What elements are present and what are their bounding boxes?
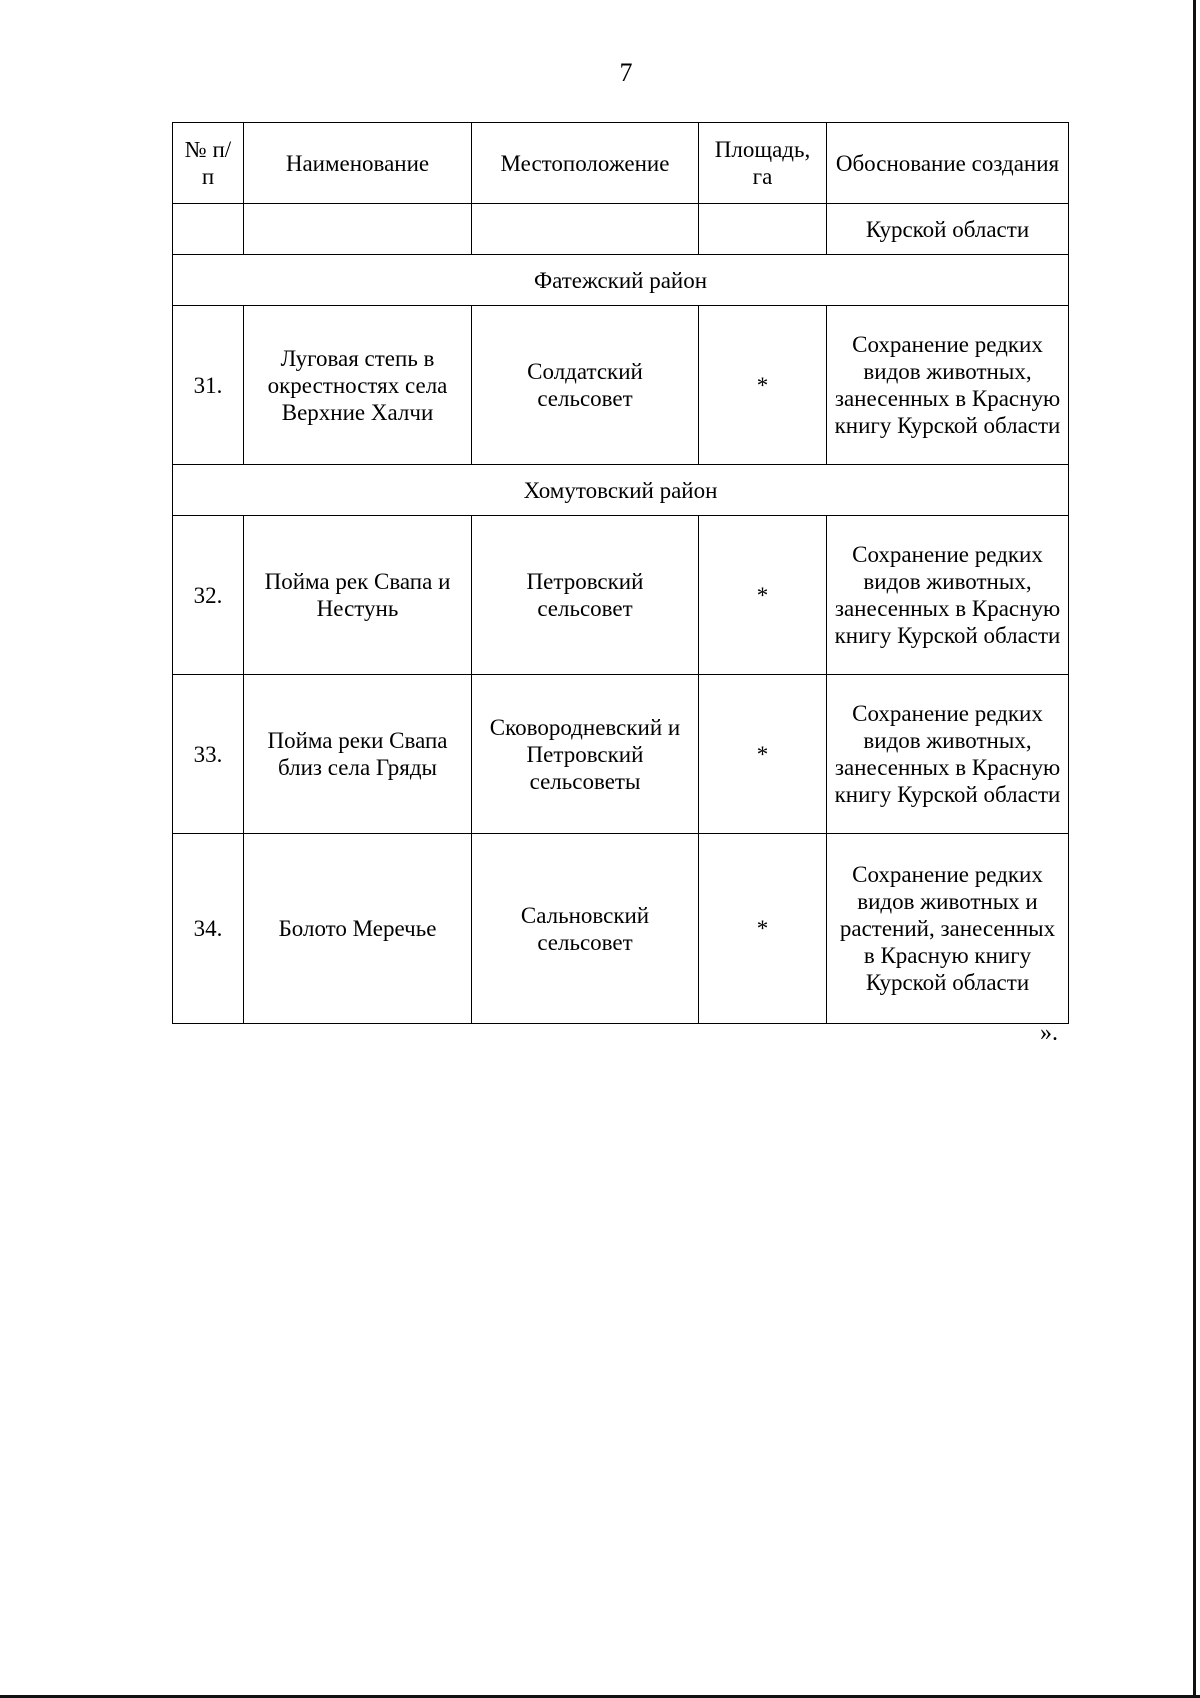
row-num: 31.: [173, 306, 244, 465]
district-row: [173, 255, 1069, 306]
table-row: [173, 675, 1069, 834]
table-cell: [699, 204, 827, 255]
row-location: Сальновский сельсовет: [472, 834, 699, 1024]
page-number: 7: [619, 58, 633, 87]
row-basis: Сохранение редких видов животных и растений, занесенных в Красную книгу Курской области: [827, 834, 1069, 1024]
row-name: Болото Меречье: [244, 834, 472, 1024]
row-area: *: [699, 516, 827, 675]
district-title: Хомутовский район: [173, 465, 1069, 516]
table-cell: [173, 204, 244, 255]
row-location: Петровский сельсовет: [472, 516, 699, 675]
row-basis: Сохранение редких видов животных, занесенных в Красную книгу Курской области: [827, 516, 1069, 675]
continuation-basis: Курской области: [827, 204, 1069, 255]
table-header-row: [173, 123, 1069, 204]
table-row: [173, 516, 1069, 675]
header-area: Площадь, га: [699, 123, 827, 204]
scan-edge-right: [1193, 0, 1196, 1698]
district-row: [173, 465, 1069, 516]
row-name: Пойма рек Свапа и Нестунь: [244, 516, 472, 675]
row-num: 33.: [173, 675, 244, 834]
row-basis: Сохранение редких видов животных, занесенных в Красную книгу Курской области: [827, 675, 1069, 834]
header-location: Местоположение: [472, 123, 699, 204]
row-location: Сковородневский и Петровский сельсоветы: [472, 675, 699, 834]
table-row: [173, 306, 1069, 465]
row-area: *: [699, 834, 827, 1024]
row-basis: Сохранение редких видов животных, занесенных в Красную книгу Курской области: [827, 306, 1069, 465]
closing-quote-mark: ».: [1040, 1020, 1058, 1046]
continuation-row: [173, 204, 1069, 255]
header-name: Наименование: [244, 123, 472, 204]
table-cell: [472, 204, 699, 255]
table-cell: [244, 204, 472, 255]
row-name: Луговая степь в окрестностях села Верхние Халчи: [244, 306, 472, 465]
table-row: [173, 834, 1069, 1024]
row-location: Солдатский сельсовет: [472, 306, 699, 465]
header-basis: Обоснование создания: [827, 123, 1069, 204]
row-num: 34.: [173, 834, 244, 1024]
row-name: Пойма реки Свапа близ села Гряды: [244, 675, 472, 834]
header-num: № п/п: [173, 123, 244, 204]
row-num: 32.: [173, 516, 244, 675]
row-area: *: [699, 675, 827, 834]
protected-areas-table: [172, 122, 1069, 1024]
row-area: *: [699, 306, 827, 465]
district-title: Фатежский район: [173, 255, 1069, 306]
